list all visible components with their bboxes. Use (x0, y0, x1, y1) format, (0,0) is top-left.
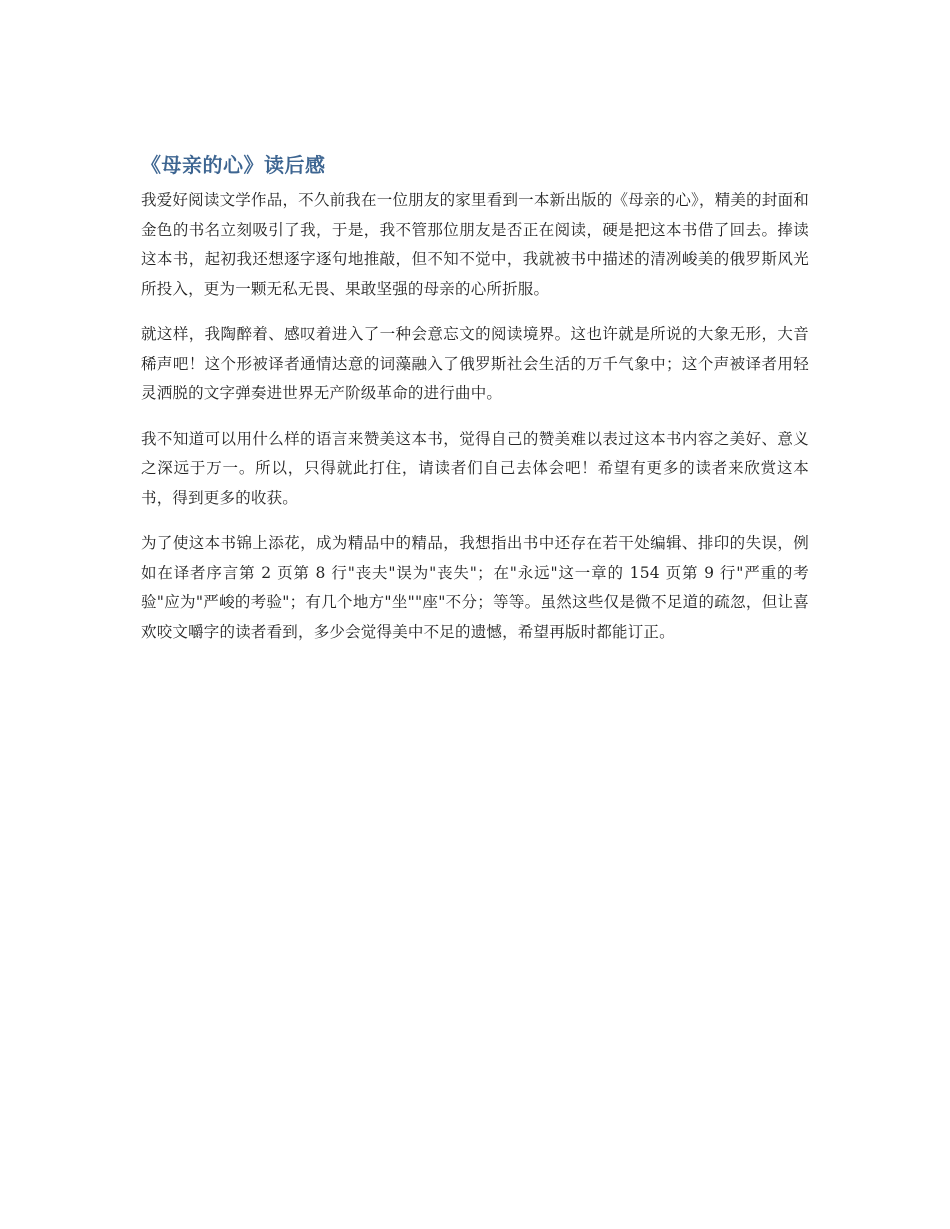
paragraph: 就这样，我陶醉着、感叹着进入了一种会意忘文的阅读境界。这也许就是所说的大象无形，大音稀声吧！这个形被译者通情达意的词藻融入了俄罗斯社会生活的万千气象中；这个声被译者用轻灵洒脱的文字弹奏进世界无产阶级革命的进行曲中。 (141, 325, 809, 402)
paragraph: 我不知道可以用什么样的语言来赞美这本书，觉得自己的赞美难以表过这本书内容之美好、意义之深远于万一。所以，只得就此打住，请读者们自己去体会吧！希望有更多的读者来欣赏这本书，得到更多的收获。 (141, 429, 809, 507)
paragraph: 我爱好阅读文学作品，不久前我在一位朋友的家里看到一本新出版的《母亲的心》，精美的封面和金色的书名立刻吸引了我，于是，我不管那位朋友是否正在阅读，硬是把这本书借了回去。捧读这本书，起初我还想逐字逐句地推敲，但不知不觉中，我就被书中描述的清冽峻美的俄罗斯风光所投入，更为一颗无私无畏、果敢坚强的母亲的心所折服。 (141, 191, 809, 298)
document-title: 《母亲的心》读后感 (141, 153, 326, 177)
document-page (141, 150, 809, 663)
paragraph: 为了使这本书锦上添花，成为精品中的精品，我想指出书中还存在若干处编辑、排印的失误，例如在译者序言第 2 页第 8 行"丧夫"误为"丧失"；在"永远"这一章的 154 页第 9 行"严重的考验"应为"严峻的考验"；有几个地方"坐""座"不分；等等。虽然这些仅是微不足道的疏忽，但让喜欢咬文嚼字的读者看到，多少会觉得美中不足的遗憾，希望再版时都能订正。 (141, 534, 809, 641)
